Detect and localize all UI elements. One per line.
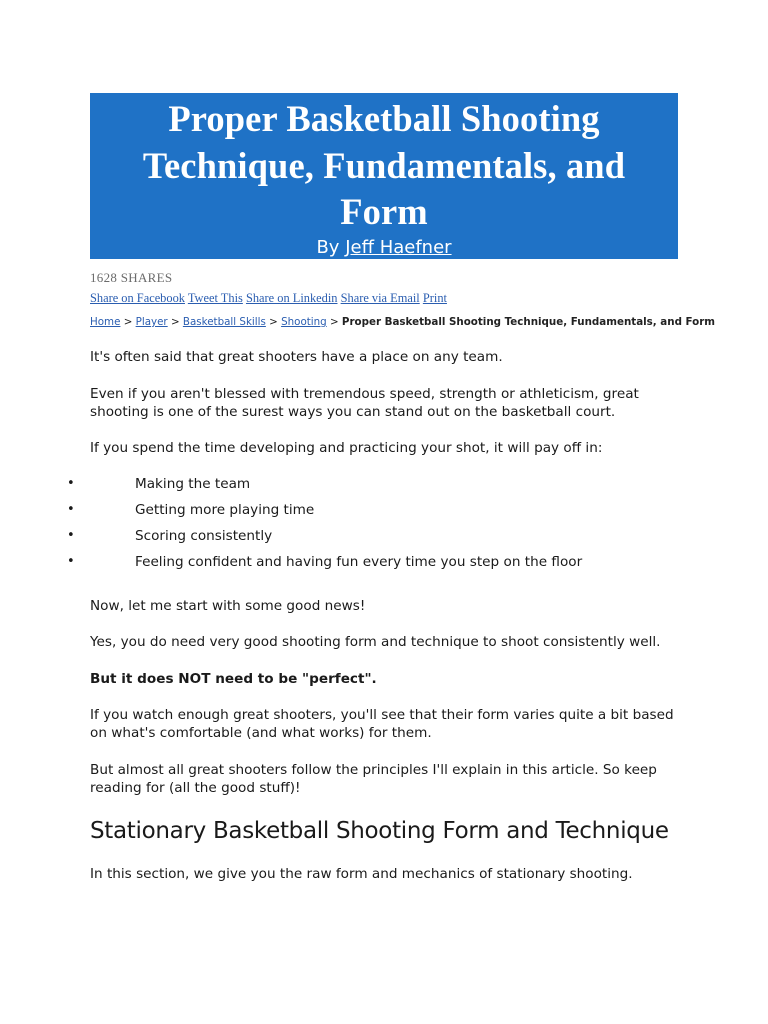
article-body (67, 348, 680, 902)
list-item-text: Feeling confident and having fun every time you step on the floor (135, 553, 583, 570)
breadcrumb-current: Proper Basketball Shooting Technique, Fundamentals, and Form (341, 316, 716, 328)
share-links-bar (90, 291, 447, 306)
list-item (67, 501, 680, 527)
paragraph: If you spend the time developing and practicing your shot, it will pay off in: (90, 440, 603, 456)
share-count: 1628 SHARES (90, 270, 173, 285)
article-title (90, 93, 678, 236)
paragraph: Yes, you do need very good shooting form and technique to shoot consistently well. (90, 634, 661, 650)
byline (90, 237, 678, 259)
title-line: Form (340, 191, 428, 232)
breadcrumb (90, 316, 715, 328)
title-line: Technique, Fundamentals, and (142, 144, 626, 186)
share-email-link[interactable]: Share via Email (340, 291, 420, 305)
share-facebook-link[interactable]: Share on Facebook (90, 291, 185, 305)
bullet-icon: • (67, 527, 75, 543)
title-line: Proper Basketball Shooting (168, 98, 600, 139)
paragraph: Even if you aren't blessed with tremendous speed, strength or athleticism, great shooting is one of the surest ways you can stand out on the basketball court. (90, 385, 639, 420)
bullet-icon: • (67, 475, 75, 491)
list-item (67, 475, 680, 501)
breadcrumb-separator: > (170, 316, 180, 328)
benefits-list (67, 475, 680, 579)
breadcrumb-separator: > (123, 316, 133, 328)
breadcrumb-shooting[interactable]: Shooting (281, 316, 327, 328)
article-title-banner (90, 93, 678, 259)
breadcrumb-separator: > (329, 316, 339, 328)
list-item (67, 527, 680, 553)
paragraph: But almost all great shooters follow the principles I'll explain in this article. So keep reading for (all the good stuff)! (90, 761, 657, 796)
list-item-text: Getting more playing time (135, 501, 315, 518)
list-item (67, 553, 680, 579)
list-item-text: Making the team (135, 475, 251, 492)
paragraph: In this section, we give you the raw form and mechanics of stationary shooting. (90, 866, 633, 882)
paragraph: It's often said that great shooters have a place on any team. (90, 349, 503, 365)
share-linkedin-link[interactable]: Share on Linkedin (245, 291, 338, 305)
breadcrumb-home[interactable]: Home (90, 316, 121, 328)
breadcrumb-basketball-skills[interactable]: Basketball Skills (182, 316, 266, 328)
byline-prefix: By (316, 236, 340, 258)
print-link[interactable]: Print (422, 291, 447, 305)
paragraph: If you watch enough great shooters, you'll see that their form varies quite a bit based on what's comfortable (and what works) for them. (90, 707, 674, 741)
tweet-link[interactable]: Tweet This (187, 291, 243, 305)
list-item-text: Scoring consistently (135, 527, 273, 544)
breadcrumb-separator: > (269, 316, 278, 328)
emphasis-paragraph: But it does NOT need to be "perfect". (90, 670, 377, 687)
bullet-icon: • (67, 553, 75, 569)
breadcrumb-player[interactable]: Player (135, 316, 168, 328)
section-heading: Stationary Basketball Shooting Form and Technique (90, 818, 669, 844)
bullet-icon: • (67, 501, 75, 517)
paragraph: Now, let me start with some good news! (90, 597, 366, 614)
author-link[interactable]: Jeff Haefner (345, 236, 452, 258)
